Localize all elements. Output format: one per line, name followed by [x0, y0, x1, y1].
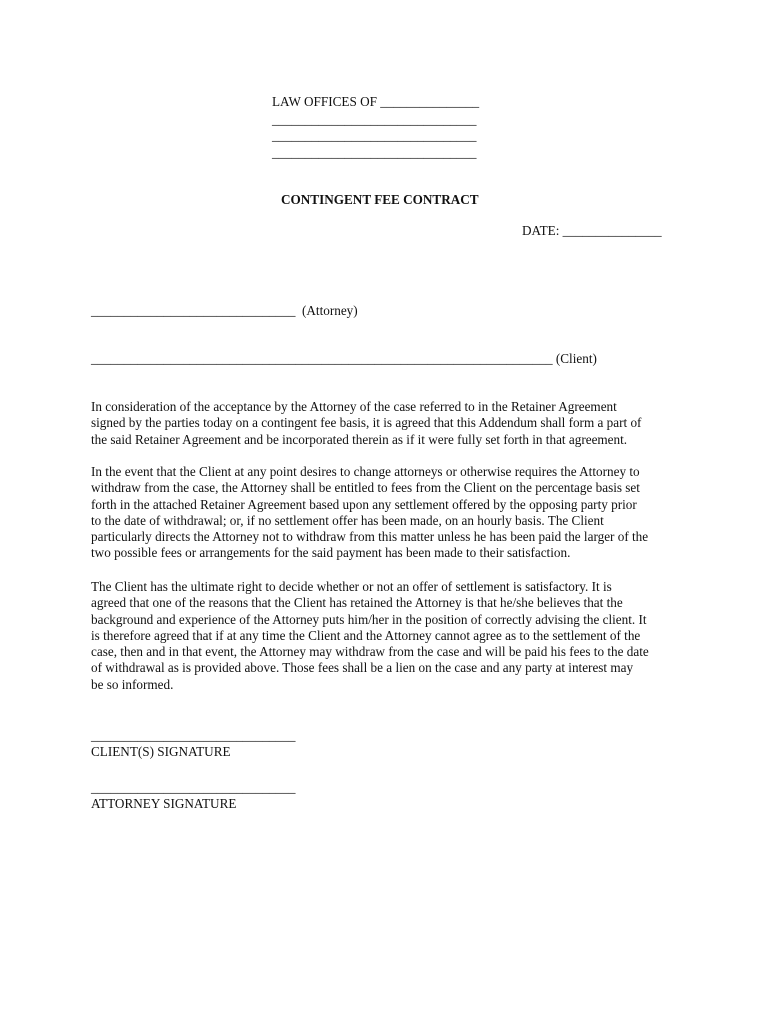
paragraph-line: particularly directs the Attorney not to withdraw from this matter unless he has been paid the larger of the	[91, 529, 649, 545]
document-title: CONTINGENT FEE CONTRACT	[281, 192, 479, 207]
client-signature-label: CLIENT(S) SIGNATURE	[91, 744, 231, 759]
paragraph-line: signed by the parties today on a contingent fee basis, it is agreed that this Addendum shall form a part of	[91, 415, 642, 431]
paragraph-line: to the date of withdrawal; or, if no settlement offer has been made, on an hourly basis. The Client	[91, 512, 604, 528]
paragraph-line: In consideration of the acceptance by the Attorney of the case referred to in the Retainer Agreement	[91, 399, 617, 414]
paragraph-line: The Client has the ultimate right to decide whether or not an offer of settlement is satisfactory. It is	[91, 579, 612, 594]
paragraph-settlement-rights	[91, 579, 681, 693]
law-offices-heading: LAW OFFICES OF _______________	[272, 94, 480, 109]
paragraph-line: be so informed.	[91, 676, 174, 692]
paragraph-line: is therefore agreed that if at any time the Client and the Attorney cannot agree as to the settlement of the	[91, 627, 641, 643]
paragraph-line: background and experience of the Attorney puts him/her in the position of correctly advising the client. It	[91, 611, 647, 627]
address-line-2: _______________________________	[272, 128, 477, 143]
date-field: DATE: _______________	[522, 223, 662, 238]
client-signature-line: _______________________________	[91, 728, 296, 743]
client-name-field: ______________________________________________________________________ (Client)	[91, 351, 597, 366]
paragraph-consideration	[91, 399, 681, 448]
paragraph-line: two possible fees or arrangements for the said payment has been made to their satisfaction.	[91, 545, 571, 561]
paragraph-line: forth in the attached Retainer Agreement based upon any settlement offered by the opposing party prior	[91, 496, 637, 512]
paragraph-line: agreed that one of the reasons that the Client has retained the Attorney is that he/she believes that the	[91, 595, 623, 611]
paragraph-line: of withdrawal as is provided above. Those fees shall be a lien on the case and any party at interest may	[91, 660, 634, 676]
address-line-1: _______________________________	[272, 112, 477, 127]
attorney-name-field: _______________________________ (Attorney)	[91, 303, 358, 318]
attorney-signature-label: ATTORNEY SIGNATURE	[91, 796, 237, 811]
attorney-signature-line: _______________________________	[91, 780, 296, 795]
paragraph-line: withdraw from the case, the Attorney shall be entitled to fees from the Client on the percentage basis set	[91, 480, 640, 496]
paragraph-withdrawal	[91, 464, 681, 562]
paragraph-line: case, then and in that event, the Attorney may withdraw from the case and will be paid his fees to the date	[91, 644, 649, 660]
paragraph-line: the said Retainer Agreement and be incorporated therein as if it were fully set forth in that agreement.	[91, 431, 628, 447]
address-line-3: _______________________________	[272, 145, 477, 160]
paragraph-line: In the event that the Client at any point desires to change attorneys or otherwise requires the Attorney to	[91, 464, 640, 479]
